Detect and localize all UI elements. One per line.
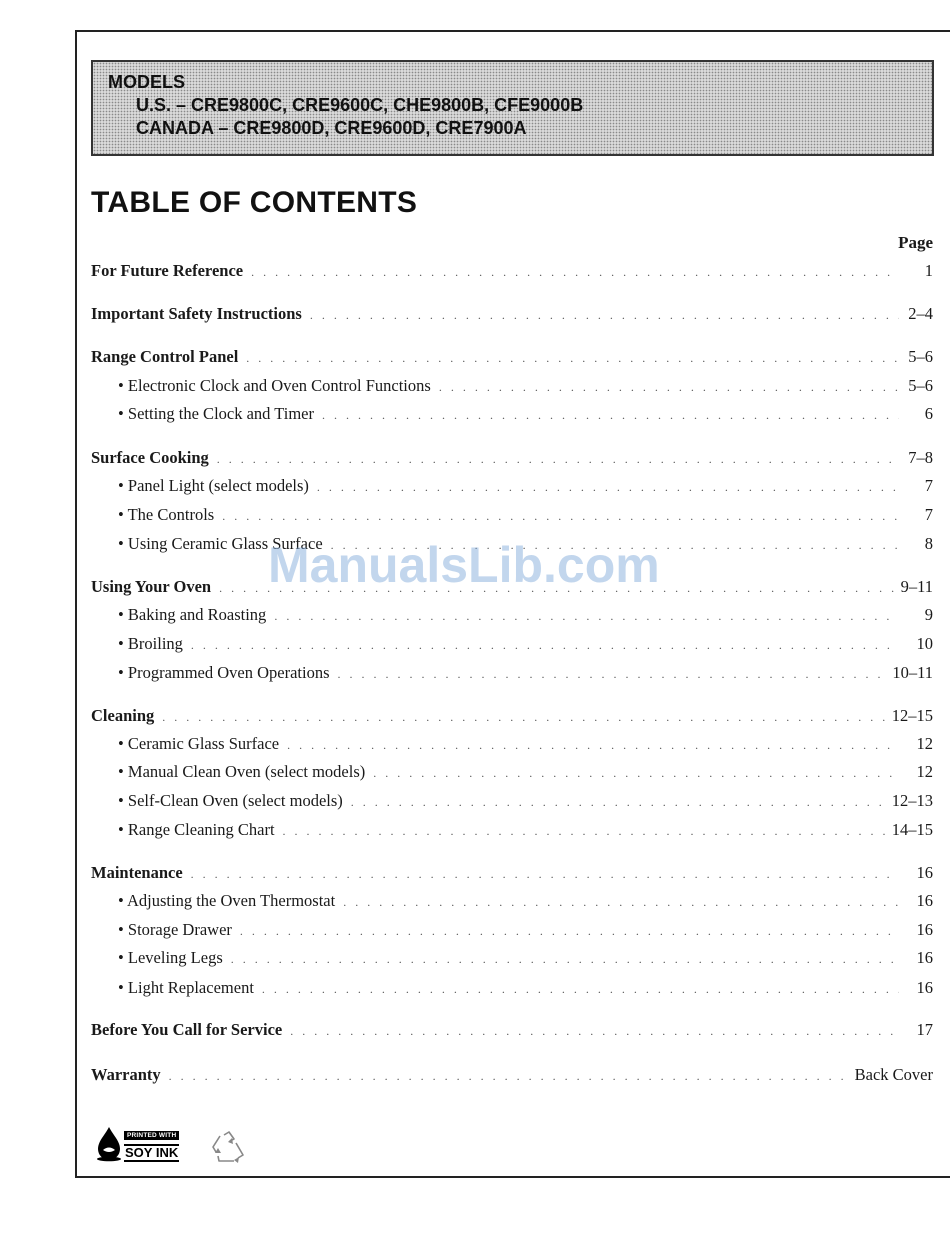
toc-subentry <box>118 762 933 784</box>
toc-page-column-header: Page <box>898 233 933 252</box>
toc-entry-label: • Range Cleaning Chart <box>118 820 275 839</box>
toc-entry-page: 7 <box>924 476 933 495</box>
toc-subentry <box>118 978 933 1000</box>
toc-subentry <box>118 891 933 913</box>
toc-subentry <box>118 605 933 627</box>
toc-entry-page: 9–11 <box>900 577 933 596</box>
toc-entry <box>91 261 933 283</box>
toc-subentry <box>118 734 933 756</box>
toc-entry-page: 12 <box>916 734 933 753</box>
toc-entry-page: 16 <box>916 891 933 910</box>
dot-leader <box>169 1069 851 1084</box>
toc-entry-page: Back Cover <box>854 1065 933 1084</box>
toc-entry <box>91 347 933 369</box>
toc-entry-page: 12–15 <box>891 706 933 725</box>
toc-entry-label: Using Your Oven <box>91 577 212 596</box>
dot-leader <box>222 509 899 524</box>
dot-leader <box>290 1024 899 1039</box>
page-frame-left <box>75 30 77 1178</box>
toc-entry-page: 14–15 <box>891 820 933 839</box>
dot-leader <box>231 952 899 967</box>
toc-entry-page: 7 <box>924 505 933 524</box>
dot-leader <box>310 308 899 323</box>
dot-leader <box>191 867 899 882</box>
toc-title: TABLE OF CONTENTS <box>91 186 418 219</box>
dot-leader <box>217 452 899 467</box>
dot-leader <box>162 710 887 725</box>
toc-entry-label: Maintenance <box>91 863 183 882</box>
toc-entry-label: • Programmed Oven Operations <box>118 663 330 682</box>
toc-entry-label: Cleaning <box>91 706 155 725</box>
toc-entry-page: 10–11 <box>892 663 933 682</box>
dot-leader <box>351 795 888 810</box>
toc-entry <box>91 863 933 885</box>
models-box <box>91 60 934 156</box>
toc-entry-label: • Self-Clean Oven (select models) <box>118 791 343 810</box>
soy-drop-icon <box>96 1126 122 1162</box>
toc-entry-label: • Setting the Clock and Timer <box>118 404 314 423</box>
toc-subentry <box>118 404 933 426</box>
toc-entry-page: 5–6 <box>908 376 933 395</box>
toc-entry-page: 2–4 <box>908 304 933 323</box>
page-frame-bottom <box>75 1176 950 1178</box>
soy-ink-logo <box>96 1126 188 1164</box>
dot-leader <box>274 609 899 624</box>
toc-subentry <box>118 634 933 656</box>
toc-entry-page: 16 <box>916 920 933 939</box>
toc-entry-page: 12–13 <box>891 791 933 810</box>
toc-entry-label: • Manual Clean Oven (select models) <box>118 762 366 781</box>
toc-subentry <box>118 505 933 527</box>
toc-entry-page: 12 <box>916 762 933 781</box>
toc-entry-label: • Leveling Legs <box>118 948 223 967</box>
dot-leader <box>439 380 899 395</box>
soy-logo-top-text: PRINTED WITH <box>124 1131 179 1140</box>
toc-entry-label: • Panel Light (select models) <box>118 476 309 495</box>
watermark: ManualsLib.com <box>268 537 660 593</box>
toc-entry-label: • The Controls <box>118 505 215 524</box>
toc-entry-page: 5–6 <box>908 347 933 366</box>
dot-leader <box>251 265 899 280</box>
toc-entry <box>91 448 933 470</box>
toc-entry-label: Before You Call for Service <box>91 1020 283 1039</box>
toc-entry-label: Range Control Panel <box>91 347 239 366</box>
dot-leader <box>283 824 888 839</box>
toc-subentry <box>118 948 933 970</box>
toc-entry-label: • Broiling <box>118 634 183 653</box>
toc-subentry <box>118 920 933 942</box>
models-canada-line: CANADA – CRE9800D, CRE9600D, CRE7900A <box>136 118 527 138</box>
models-us-line: U.S. – CRE9800C, CRE9600C, CHE9800B, CFE9000B <box>136 95 584 115</box>
toc-entry-page: 1 <box>924 261 933 280</box>
toc-entry-page: 8 <box>924 534 933 553</box>
toc-subentry <box>118 663 933 685</box>
toc-entry <box>91 1065 933 1087</box>
toc-subentry <box>118 376 933 398</box>
toc-entry-label: • Using Ceramic Glass Surface <box>118 534 323 553</box>
toc-entry-page: 17 <box>916 1020 933 1039</box>
toc-entry-page: 6 <box>924 404 933 423</box>
recycle-icon <box>210 1130 248 1166</box>
toc-entry-label: Important Safety Instructions <box>91 304 302 323</box>
models-heading: MODELS <box>108 72 186 92</box>
toc-entry-label: • Baking and Roasting <box>118 605 267 624</box>
toc-entry-label: • Adjusting the Oven Thermostat <box>118 891 336 910</box>
dot-leader <box>191 638 899 653</box>
soy-logo-bottom-text: SOY INK <box>125 1145 179 1160</box>
toc-subentry <box>118 820 933 842</box>
dot-leader <box>246 351 899 366</box>
toc-subentry <box>118 791 933 813</box>
toc-entry-label: • Ceramic Glass Surface <box>118 734 280 753</box>
toc-entry-page: 9 <box>924 605 933 624</box>
dot-leader <box>262 982 899 997</box>
toc-entry-label: Surface Cooking <box>91 448 209 467</box>
dot-leader <box>343 895 899 910</box>
toc-entry-page: 16 <box>916 863 933 882</box>
toc-entry-page: 16 <box>916 978 933 997</box>
page-frame-top <box>75 30 950 32</box>
dot-leader <box>322 408 899 423</box>
toc-entry-label: For Future Reference <box>91 261 244 280</box>
toc-entry <box>91 706 933 728</box>
toc-entry-label: • Storage Drawer <box>118 920 232 939</box>
toc-entry <box>91 1020 933 1042</box>
toc-entry-label: • Electronic Clock and Oven Control Functions <box>118 376 431 395</box>
toc-entry-page: 16 <box>916 948 933 967</box>
dot-leader <box>317 480 899 495</box>
dot-leader <box>373 766 899 781</box>
dot-leader <box>338 667 889 682</box>
toc-entry-page: 10 <box>916 634 933 653</box>
toc-entry-page: 7–8 <box>908 448 933 467</box>
toc-subentry <box>118 476 933 498</box>
dot-leader <box>240 924 899 939</box>
toc-entry-label: • Light Replacement <box>118 978 254 997</box>
toc-entry <box>91 304 933 326</box>
toc-entry-label: Warranty <box>91 1065 161 1084</box>
dot-leader <box>287 738 899 753</box>
